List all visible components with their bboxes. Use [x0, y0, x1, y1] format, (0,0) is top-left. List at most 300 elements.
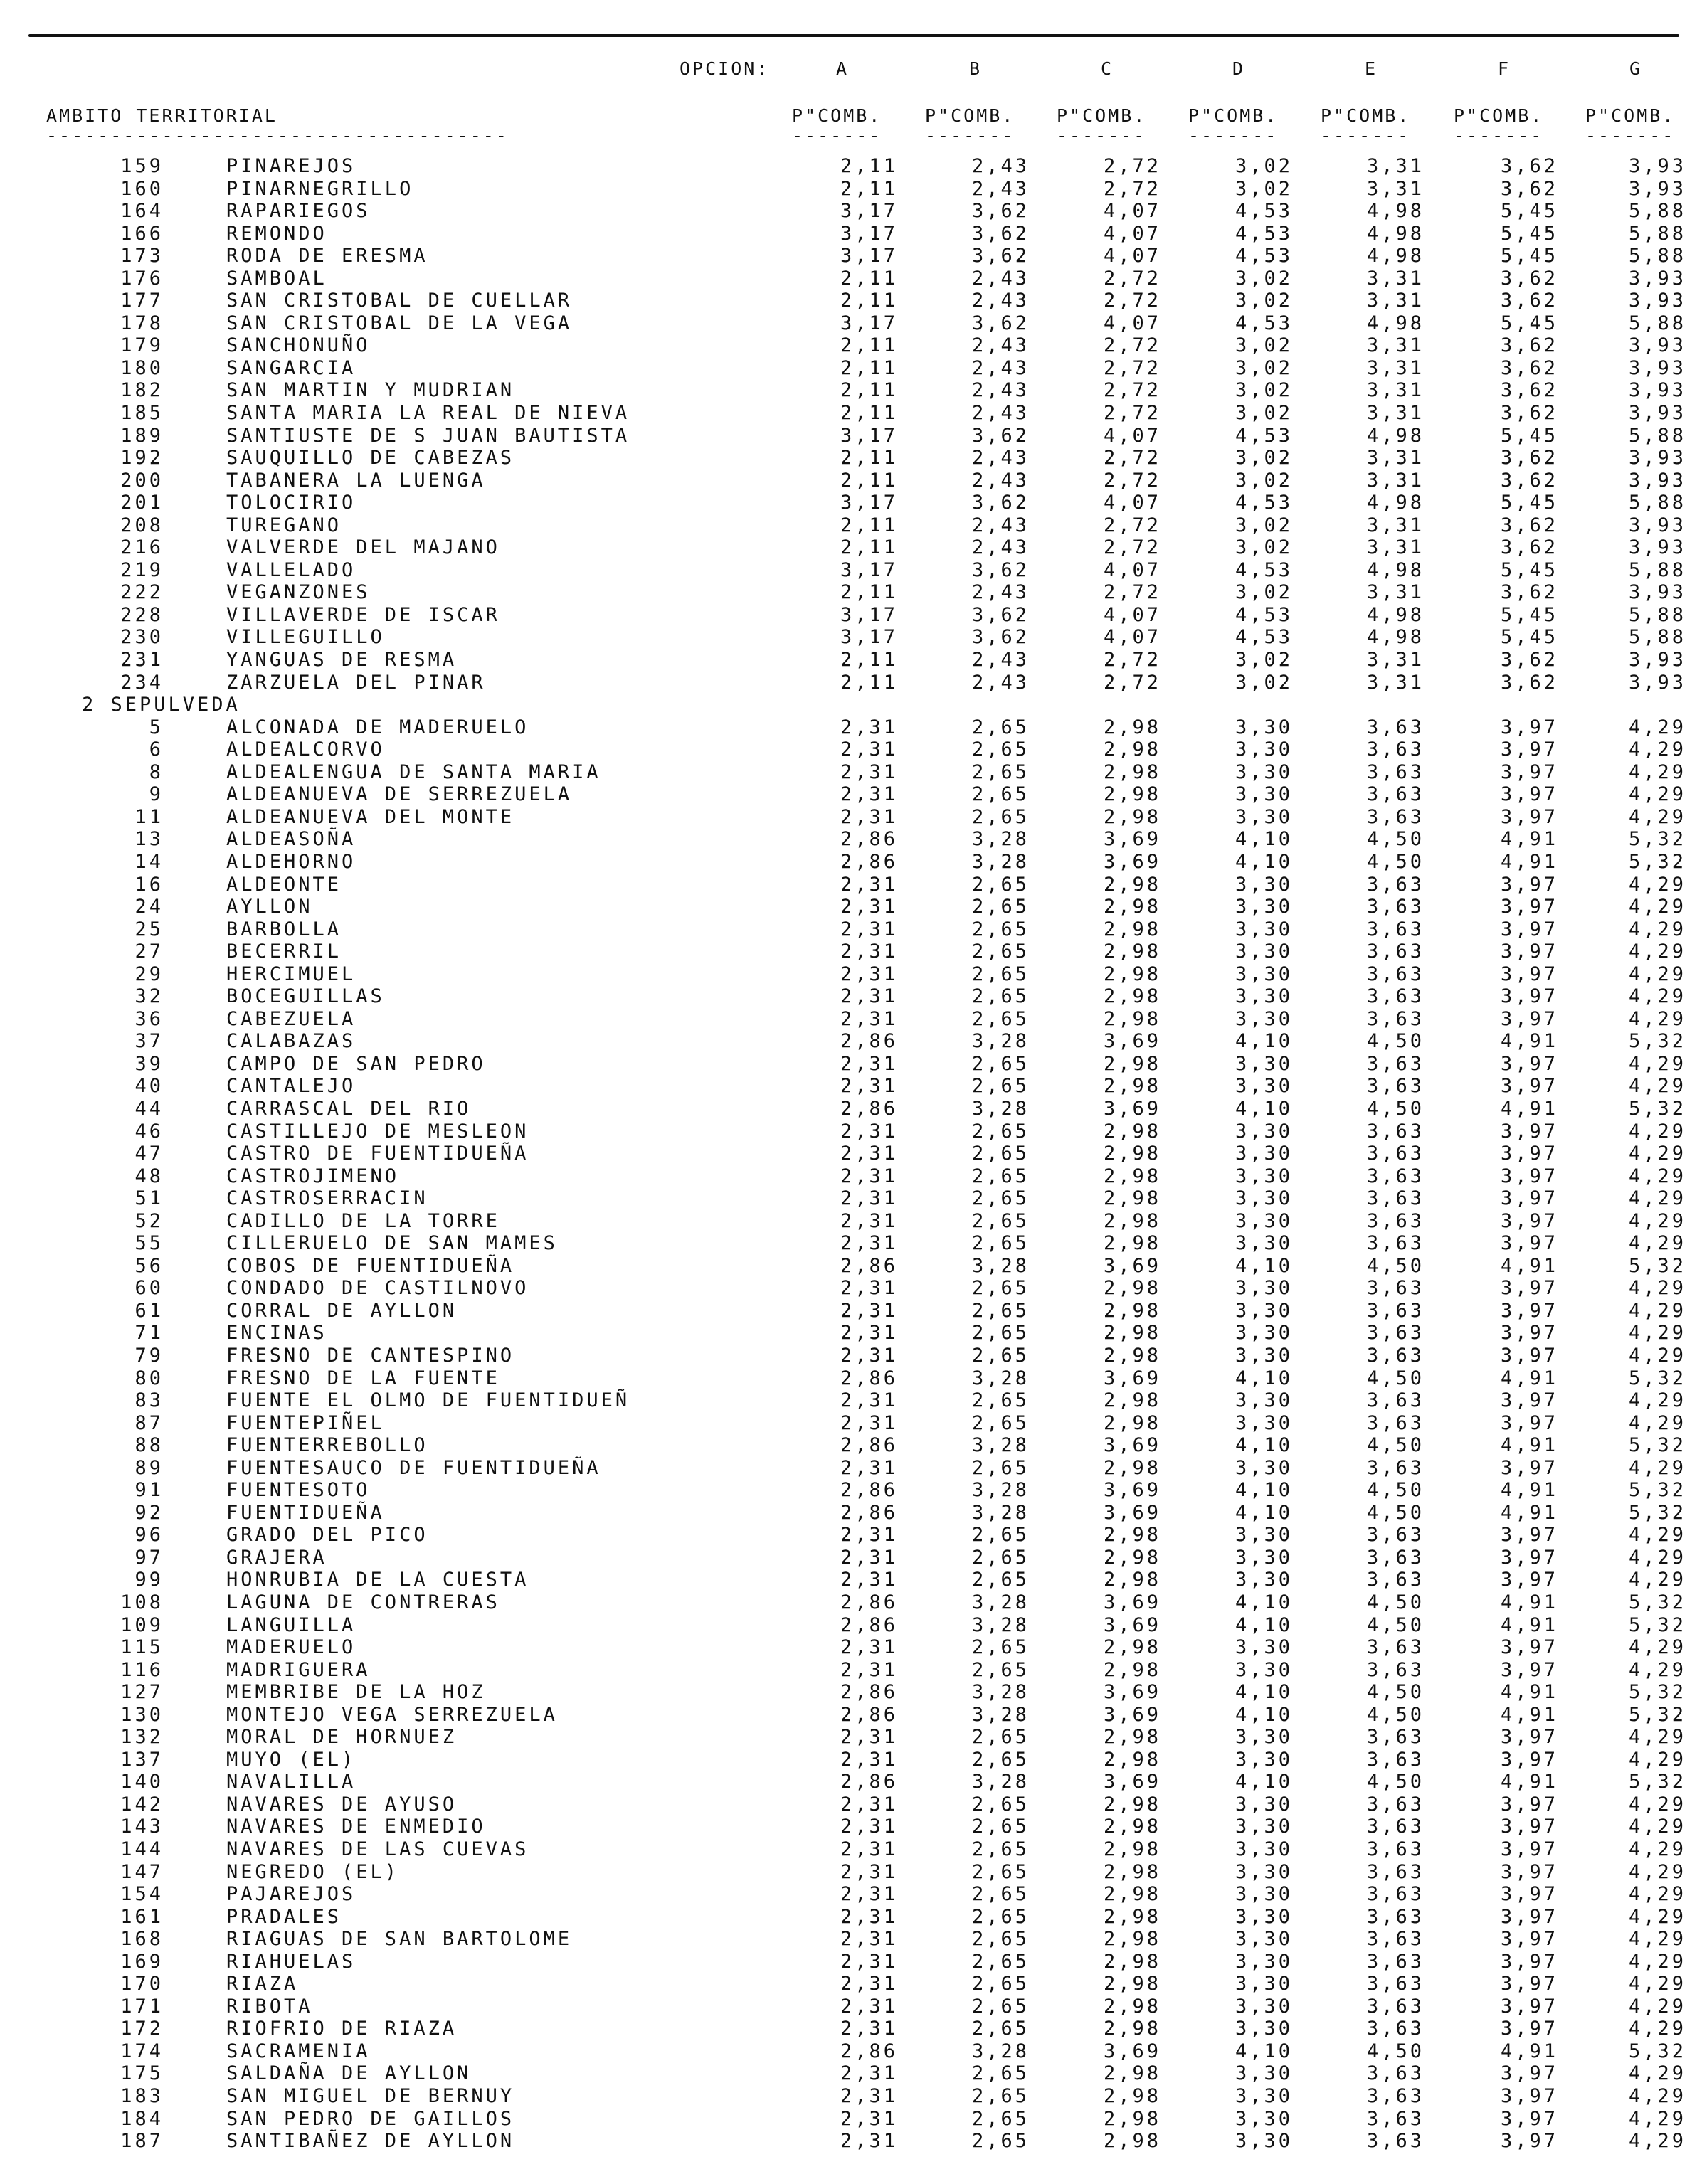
- value-cell-b: 2,65: [971, 2062, 1030, 2085]
- value-cell-g: 4,29: [1628, 1636, 1686, 1659]
- value-cell-c: 2,98: [1103, 1389, 1161, 1412]
- value-cell-f: 3,97: [1500, 716, 1558, 738]
- value-cell-f: 4,91: [1500, 1479, 1558, 1502]
- option-letter-e: E: [1365, 58, 1378, 79]
- value-cell-a: 2,31: [840, 1524, 898, 1547]
- value-cell-d: 4,10: [1235, 1681, 1293, 1704]
- value-cell-a: 2,31: [840, 1232, 898, 1255]
- municipality-code: 25: [134, 918, 164, 940]
- value-cell-d: 3,30: [1235, 1726, 1293, 1749]
- municipality-code: 97: [134, 1546, 164, 1569]
- municipality-code: 127: [120, 1681, 164, 1704]
- value-cell-d: 3,30: [1235, 783, 1293, 806]
- municipality-code: 11: [134, 805, 164, 828]
- value-cell-d: 3,30: [1235, 760, 1293, 783]
- value-cell-f: 3,62: [1500, 402, 1558, 425]
- value-cell-g: 5,32: [1628, 1703, 1686, 1726]
- value-cell-b: 2,65: [971, 1524, 1030, 1547]
- municipality-name: FUENTEPIÑEL: [226, 1411, 385, 1434]
- value-cell-g: 4,29: [1628, 1456, 1686, 1479]
- value-cell-a: 2,86: [840, 1703, 898, 1726]
- value-cell-a: 2,31: [840, 985, 898, 1008]
- value-cell-a: 2,31: [840, 1995, 898, 2018]
- value-cell-e: 3,63: [1366, 873, 1424, 896]
- municipality-name: TOLOCIRIO: [226, 492, 356, 514]
- value-cell-d: 3,30: [1235, 1860, 1293, 1883]
- value-cell-d: 3,30: [1235, 1232, 1293, 1255]
- value-cell-e: 4,50: [1366, 2040, 1424, 2062]
- value-cell-e: 3,63: [1366, 805, 1424, 828]
- value-cell-c: 2,98: [1103, 2107, 1161, 2130]
- value-cell-c: 2,72: [1103, 469, 1161, 492]
- value-cell-b: 2,65: [971, 1411, 1030, 1434]
- value-cell-g: 4,29: [1628, 1299, 1686, 1322]
- value-cell-a: 2,31: [840, 1860, 898, 1883]
- value-cell-b: 3,28: [971, 1434, 1030, 1457]
- value-cell-b: 2,65: [971, 760, 1030, 783]
- municipality-name: SALDAÑA DE AYLLON: [226, 2062, 472, 2085]
- value-cell-g: 3,93: [1628, 514, 1686, 536]
- municipality-name: SACRAMENIA: [226, 2040, 371, 2062]
- municipality-code: 6: [149, 738, 164, 761]
- value-cell-e: 4,50: [1366, 1681, 1424, 1704]
- value-cell-f: 5,45: [1500, 200, 1558, 223]
- column-underline-d: -------: [1188, 131, 1279, 144]
- value-cell-g: 4,29: [1628, 1120, 1686, 1143]
- value-cell-a: 2,31: [840, 1905, 898, 1928]
- value-cell-c: 2,98: [1103, 1636, 1161, 1659]
- municipality-name: FUENTE EL OLMO DE FUENTIDUEÑ: [226, 1389, 630, 1412]
- table-row: [0, 2130, 1702, 2153]
- value-cell-b: 2,65: [971, 873, 1030, 896]
- value-cell-b: 2,65: [971, 1658, 1030, 1681]
- value-cell-d: 3,30: [1235, 1209, 1293, 1232]
- value-cell-f: 3,62: [1500, 469, 1558, 492]
- value-cell-e: 4,50: [1366, 1771, 1424, 1793]
- table-row: [0, 1951, 1702, 1973]
- municipality-name: MUYO (EL): [226, 1748, 356, 1771]
- municipality-name: ALDEONTE: [226, 873, 342, 896]
- value-cell-c: 4,07: [1103, 245, 1161, 267]
- value-cell-g: 4,29: [1628, 1411, 1686, 1434]
- value-cell-c: 2,98: [1103, 1524, 1161, 1547]
- value-cell-a: 2,31: [840, 1344, 898, 1367]
- municipality-name: FUENTESAUCO DE FUENTIDUEÑA: [226, 1456, 601, 1479]
- municipality-code: 182: [120, 379, 164, 402]
- municipality-code: 109: [120, 1613, 164, 1636]
- value-cell-d: 4,53: [1235, 603, 1293, 626]
- value-cell-g: 4,29: [1628, 1165, 1686, 1187]
- value-cell-e: 3,63: [1366, 896, 1424, 918]
- value-cell-b: 2,65: [971, 1973, 1030, 1995]
- municipality-code: 39: [134, 1052, 164, 1075]
- value-cell-a: 2,31: [840, 918, 898, 940]
- column-header-e: P"COMB.: [1321, 105, 1411, 126]
- value-cell-d: 3,30: [1235, 940, 1293, 963]
- municipality-name: SAN MIGUEL DE BERNUY: [226, 2085, 515, 2108]
- municipality-code: 174: [120, 2040, 164, 2062]
- municipality-name: MADRIGUERA: [226, 1658, 371, 1681]
- table-row: [0, 783, 1702, 806]
- value-cell-d: 4,10: [1235, 1434, 1293, 1457]
- value-cell-d: 3,30: [1235, 1120, 1293, 1143]
- value-cell-d: 3,30: [1235, 2018, 1293, 2040]
- value-cell-a: 2,11: [840, 581, 898, 604]
- municipality-code: 47: [134, 1143, 164, 1165]
- table-row: [0, 738, 1702, 761]
- value-cell-b: 2,65: [971, 716, 1030, 738]
- table-row: [0, 1120, 1702, 1143]
- value-cell-d: 3,30: [1235, 1456, 1293, 1479]
- municipality-code: 192: [120, 447, 164, 470]
- value-cell-e: 3,63: [1366, 1052, 1424, 1075]
- value-cell-e: 3,63: [1366, 1905, 1424, 1928]
- value-cell-a: 2,31: [840, 1726, 898, 1749]
- municipality-code: 96: [134, 1524, 164, 1547]
- value-cell-a: 2,86: [840, 2040, 898, 2062]
- table-row: [0, 1300, 1702, 1322]
- value-cell-a: 2,31: [840, 805, 898, 828]
- value-cell-e: 4,50: [1366, 1097, 1424, 1120]
- value-cell-a: 2,31: [840, 2107, 898, 2130]
- value-cell-e: 4,50: [1366, 1367, 1424, 1389]
- value-cell-c: 2,98: [1103, 2062, 1161, 2085]
- value-cell-d: 4,53: [1235, 424, 1293, 447]
- value-cell-f: 3,97: [1500, 1726, 1558, 1749]
- table-row: [0, 1614, 1702, 1637]
- table-row: [0, 2018, 1702, 2040]
- table-row: [0, 918, 1702, 941]
- table-row: [0, 425, 1702, 447]
- municipality-code: 108: [120, 1591, 164, 1613]
- value-cell-f: 3,97: [1500, 1007, 1558, 1030]
- municipality-name: SAMBOAL: [226, 267, 327, 290]
- value-cell-b: 2,65: [971, 1636, 1030, 1659]
- value-cell-g: 3,93: [1628, 177, 1686, 200]
- value-cell-a: 3,17: [840, 222, 898, 245]
- municipality-code: 36: [134, 1007, 164, 1030]
- value-cell-f: 3,97: [1500, 1815, 1558, 1838]
- value-cell-e: 3,63: [1366, 1883, 1424, 1906]
- table-row: [0, 470, 1702, 492]
- value-cell-g: 4,29: [1628, 1075, 1686, 1098]
- value-cell-b: 2,43: [971, 447, 1030, 470]
- value-cell-c: 2,98: [1103, 1165, 1161, 1187]
- value-cell-a: 2,31: [840, 2130, 898, 2153]
- value-cell-a: 2,86: [840, 1030, 898, 1053]
- value-cell-d: 4,53: [1235, 245, 1293, 267]
- value-cell-b: 2,65: [971, 2018, 1030, 2040]
- value-cell-e: 4,98: [1366, 222, 1424, 245]
- value-cell-e: 3,63: [1366, 1007, 1424, 1030]
- municipality-name: RIAHUELAS: [226, 1950, 356, 1973]
- value-cell-a: 2,11: [840, 267, 898, 290]
- value-cell-f: 3,97: [1500, 1143, 1558, 1165]
- value-cell-c: 4,07: [1103, 558, 1161, 581]
- value-cell-f: 3,97: [1500, 1658, 1558, 1681]
- value-cell-b: 2,65: [971, 963, 1030, 985]
- value-cell-c: 3,69: [1103, 1030, 1161, 1053]
- value-cell-g: 5,32: [1628, 1613, 1686, 1636]
- value-cell-g: 3,93: [1628, 402, 1686, 425]
- table-row: [0, 940, 1702, 963]
- table-row: [0, 1345, 1702, 1367]
- table-row: [0, 1457, 1702, 1480]
- table-row: [0, 1277, 1702, 1300]
- value-cell-f: 3,97: [1500, 2062, 1558, 2085]
- value-cell-f: 3,97: [1500, 1165, 1558, 1187]
- value-cell-b: 2,65: [971, 940, 1030, 963]
- municipality-name: SAN MARTIN Y MUDRIAN: [226, 379, 515, 402]
- value-cell-b: 2,65: [971, 1187, 1030, 1210]
- table-row: [0, 672, 1702, 694]
- value-cell-g: 5,32: [1628, 1771, 1686, 1793]
- table-row: [0, 447, 1702, 470]
- table-row: [0, 1771, 1702, 1793]
- value-cell-c: 4,07: [1103, 200, 1161, 223]
- municipality-code: 187: [120, 2130, 164, 2153]
- municipality-name: FRESNO DE LA FUENTE: [226, 1367, 500, 1389]
- municipality-name: TABANERA LA LUENGA: [226, 469, 486, 492]
- table-row: [0, 492, 1702, 514]
- value-cell-e: 4,98: [1366, 558, 1424, 581]
- value-cell-g: 4,29: [1628, 2107, 1686, 2130]
- value-cell-f: 3,97: [1500, 1973, 1558, 1995]
- table-row: [0, 1389, 1702, 1412]
- value-cell-c: 2,98: [1103, 896, 1161, 918]
- value-cell-b: 2,43: [971, 356, 1030, 379]
- municipality-name: PINAREJOS: [226, 155, 356, 177]
- value-cell-c: 2,98: [1103, 1950, 1161, 1973]
- value-cell-b: 3,28: [971, 1254, 1030, 1277]
- value-cell-c: 4,07: [1103, 626, 1161, 649]
- value-cell-b: 2,65: [971, 1456, 1030, 1479]
- table-row: [0, 1053, 1702, 1076]
- value-cell-a: 2,31: [840, 963, 898, 985]
- value-cell-c: 2,98: [1103, 1322, 1161, 1345]
- municipality-name: PRADALES: [226, 1905, 342, 1928]
- municipality-code: 161: [120, 1905, 164, 1928]
- value-cell-b: 2,43: [971, 177, 1030, 200]
- value-cell-f: 3,97: [1500, 1120, 1558, 1143]
- value-cell-c: 2,72: [1103, 536, 1161, 559]
- value-cell-e: 3,63: [1366, 1973, 1424, 1995]
- value-cell-b: 2,65: [971, 1905, 1030, 1928]
- value-cell-e: 4,98: [1366, 200, 1424, 223]
- municipality-code: 189: [120, 424, 164, 447]
- table-row: [0, 1210, 1702, 1233]
- table-row: [0, 1749, 1702, 1771]
- value-cell-f: 3,97: [1500, 918, 1558, 940]
- municipality-code: 183: [120, 2085, 164, 2108]
- municipality-name: CABEZUELA: [226, 1007, 356, 1030]
- value-cell-c: 2,98: [1103, 760, 1161, 783]
- table-row: [0, 1143, 1702, 1165]
- value-cell-a: 3,17: [840, 558, 898, 581]
- value-cell-g: 4,29: [1628, 1569, 1686, 1591]
- municipality-name: ALDEASOÑA: [226, 828, 356, 851]
- value-cell-c: 2,98: [1103, 1277, 1161, 1300]
- value-cell-e: 3,63: [1366, 1748, 1424, 1771]
- value-cell-b: 3,28: [971, 1501, 1030, 1524]
- value-cell-b: 2,65: [971, 1389, 1030, 1412]
- value-cell-b: 3,28: [971, 1771, 1030, 1793]
- value-cell-b: 2,43: [971, 290, 1030, 312]
- value-cell-d: 3,30: [1235, 2107, 1293, 2130]
- value-cell-c: 4,07: [1103, 312, 1161, 334]
- municipality-code: 208: [120, 514, 164, 536]
- value-cell-f: 3,97: [1500, 783, 1558, 806]
- value-cell-c: 4,07: [1103, 222, 1161, 245]
- value-cell-f: 5,45: [1500, 558, 1558, 581]
- municipality-code: 60: [134, 1277, 164, 1300]
- value-cell-e: 3,63: [1366, 1658, 1424, 1681]
- value-cell-e: 3,63: [1366, 1726, 1424, 1749]
- value-cell-c: 2,72: [1103, 379, 1161, 402]
- column-underline-a: -------: [792, 131, 882, 144]
- value-cell-c: 2,98: [1103, 985, 1161, 1008]
- municipality-name: SAN PEDRO DE GAILLOS: [226, 2107, 515, 2130]
- value-cell-d: 3,30: [1235, 2062, 1293, 2085]
- municipality-name: COBOS DE FUENTIDUEÑA: [226, 1254, 515, 1277]
- value-cell-e: 3,63: [1366, 2107, 1424, 2130]
- municipality-code: 147: [120, 1860, 164, 1883]
- value-cell-c: 2,98: [1103, 1232, 1161, 1255]
- value-cell-c: 2,98: [1103, 1569, 1161, 1591]
- value-cell-f: 3,97: [1500, 2130, 1558, 2153]
- value-cell-f: 4,91: [1500, 1097, 1558, 1120]
- value-cell-a: 2,11: [840, 155, 898, 177]
- table-row: [0, 1255, 1702, 1278]
- value-cell-f: 3,62: [1500, 379, 1558, 402]
- value-cell-f: 3,97: [1500, 963, 1558, 985]
- table-row: [0, 1434, 1702, 1457]
- value-cell-f: 3,62: [1500, 671, 1558, 694]
- value-cell-b: 2,65: [971, 1569, 1030, 1591]
- value-cell-g: 4,29: [1628, 760, 1686, 783]
- value-cell-b: 3,28: [971, 1613, 1030, 1636]
- municipality-code: 99: [134, 1569, 164, 1591]
- value-cell-g: 3,93: [1628, 290, 1686, 312]
- value-cell-g: 4,29: [1628, 963, 1686, 985]
- value-cell-e: 3,63: [1366, 918, 1424, 940]
- value-cell-e: 3,31: [1366, 267, 1424, 290]
- value-cell-g: 5,88: [1628, 626, 1686, 649]
- value-cell-d: 3,02: [1235, 334, 1293, 357]
- value-cell-d: 3,30: [1235, 1883, 1293, 1906]
- value-cell-e: 4,50: [1366, 1613, 1424, 1636]
- value-cell-g: 4,29: [1628, 1277, 1686, 1300]
- value-cell-e: 3,63: [1366, 1389, 1424, 1412]
- municipality-name: ALDEANUEVA DE SERREZUELA: [226, 783, 573, 806]
- value-cell-e: 3,63: [1366, 1456, 1424, 1479]
- municipality-name: SANCHONUÑO: [226, 334, 371, 357]
- municipality-name: SANTA MARIA LA REAL DE NIEVA: [226, 402, 630, 425]
- municipality-name: CANTALEJO: [226, 1075, 356, 1098]
- value-cell-g: 4,29: [1628, 1007, 1686, 1030]
- municipality-code: 132: [120, 1726, 164, 1749]
- table-row: [0, 402, 1702, 425]
- municipality-name: MADERUELO: [226, 1636, 356, 1659]
- value-cell-f: 3,97: [1500, 760, 1558, 783]
- column-header-g: P"COMB.: [1585, 105, 1676, 126]
- table-row: [0, 245, 1702, 267]
- municipality-name: RIOFRIO DE RIAZA: [226, 2018, 458, 2040]
- value-cell-g: 4,29: [1628, 1524, 1686, 1547]
- value-cell-b: 3,28: [971, 1681, 1030, 1704]
- municipality-name: FUENTIDUEÑA: [226, 1501, 385, 1524]
- value-cell-b: 2,65: [971, 1950, 1030, 1973]
- value-cell-f: 3,97: [1500, 2018, 1558, 2040]
- municipality-code: 14: [134, 850, 164, 873]
- value-cell-c: 2,98: [1103, 738, 1161, 761]
- municipality-name: MONTEJO VEGA SERREZUELA: [226, 1703, 558, 1726]
- value-cell-e: 3,31: [1366, 581, 1424, 604]
- value-cell-b: 2,65: [971, 1299, 1030, 1322]
- municipality-code: 51: [134, 1187, 164, 1210]
- value-cell-c: 3,69: [1103, 1591, 1161, 1613]
- municipality-name: FRESNO DE CANTESPINO: [226, 1344, 515, 1367]
- value-cell-g: 5,88: [1628, 222, 1686, 245]
- value-cell-a: 2,31: [840, 760, 898, 783]
- value-cell-f: 4,91: [1500, 1591, 1558, 1613]
- municipality-code: 88: [134, 1434, 164, 1457]
- value-cell-a: 2,31: [840, 1883, 898, 1906]
- value-cell-a: 2,11: [840, 402, 898, 425]
- value-cell-g: 4,29: [1628, 1973, 1686, 1995]
- value-cell-c: 2,98: [1103, 1883, 1161, 1906]
- value-cell-b: 2,43: [971, 514, 1030, 536]
- municipality-name: ALDEHORNO: [226, 850, 356, 873]
- table-row: [0, 267, 1702, 290]
- value-cell-g: 5,32: [1628, 1479, 1686, 1502]
- value-cell-f: 4,91: [1500, 1030, 1558, 1053]
- value-cell-d: 4,10: [1235, 1254, 1293, 1277]
- value-cell-a: 2,86: [840, 1613, 898, 1636]
- value-cell-b: 2,65: [971, 1007, 1030, 1030]
- value-cell-a: 2,31: [840, 1658, 898, 1681]
- value-cell-a: 2,31: [840, 1299, 898, 1322]
- value-cell-e: 3,63: [1366, 1546, 1424, 1569]
- value-cell-e: 3,63: [1366, 1793, 1424, 1815]
- value-cell-a: 2,31: [840, 873, 898, 896]
- municipality-name: NEGREDO (EL): [226, 1860, 400, 1883]
- value-cell-d: 3,30: [1235, 1411, 1293, 1434]
- value-cell-f: 4,91: [1500, 850, 1558, 873]
- value-cell-g: 4,29: [1628, 1052, 1686, 1075]
- value-cell-a: 2,31: [840, 1007, 898, 1030]
- table-row: [0, 874, 1702, 896]
- value-cell-d: 3,30: [1235, 2085, 1293, 2108]
- column-header-d: P"COMB.: [1188, 105, 1279, 126]
- value-cell-c: 2,98: [1103, 805, 1161, 828]
- value-cell-b: 2,43: [971, 536, 1030, 559]
- value-cell-d: 4,53: [1235, 222, 1293, 245]
- value-cell-b: 3,62: [971, 558, 1030, 581]
- value-cell-f: 3,62: [1500, 649, 1558, 672]
- value-cell-e: 3,63: [1366, 1860, 1424, 1883]
- value-cell-b: 2,43: [971, 402, 1030, 425]
- municipality-name: CADILLO DE LA TORRE: [226, 1209, 500, 1232]
- municipality-code: 61: [134, 1299, 164, 1322]
- value-cell-b: 3,28: [971, 1591, 1030, 1613]
- municipality-code: 137: [120, 1748, 164, 1771]
- value-cell-c: 2,98: [1103, 1838, 1161, 1861]
- value-cell-b: 2,65: [971, 918, 1030, 940]
- value-cell-c: 2,98: [1103, 1299, 1161, 1322]
- value-cell-g: 4,29: [1628, 1860, 1686, 1883]
- value-cell-d: 3,30: [1235, 1277, 1293, 1300]
